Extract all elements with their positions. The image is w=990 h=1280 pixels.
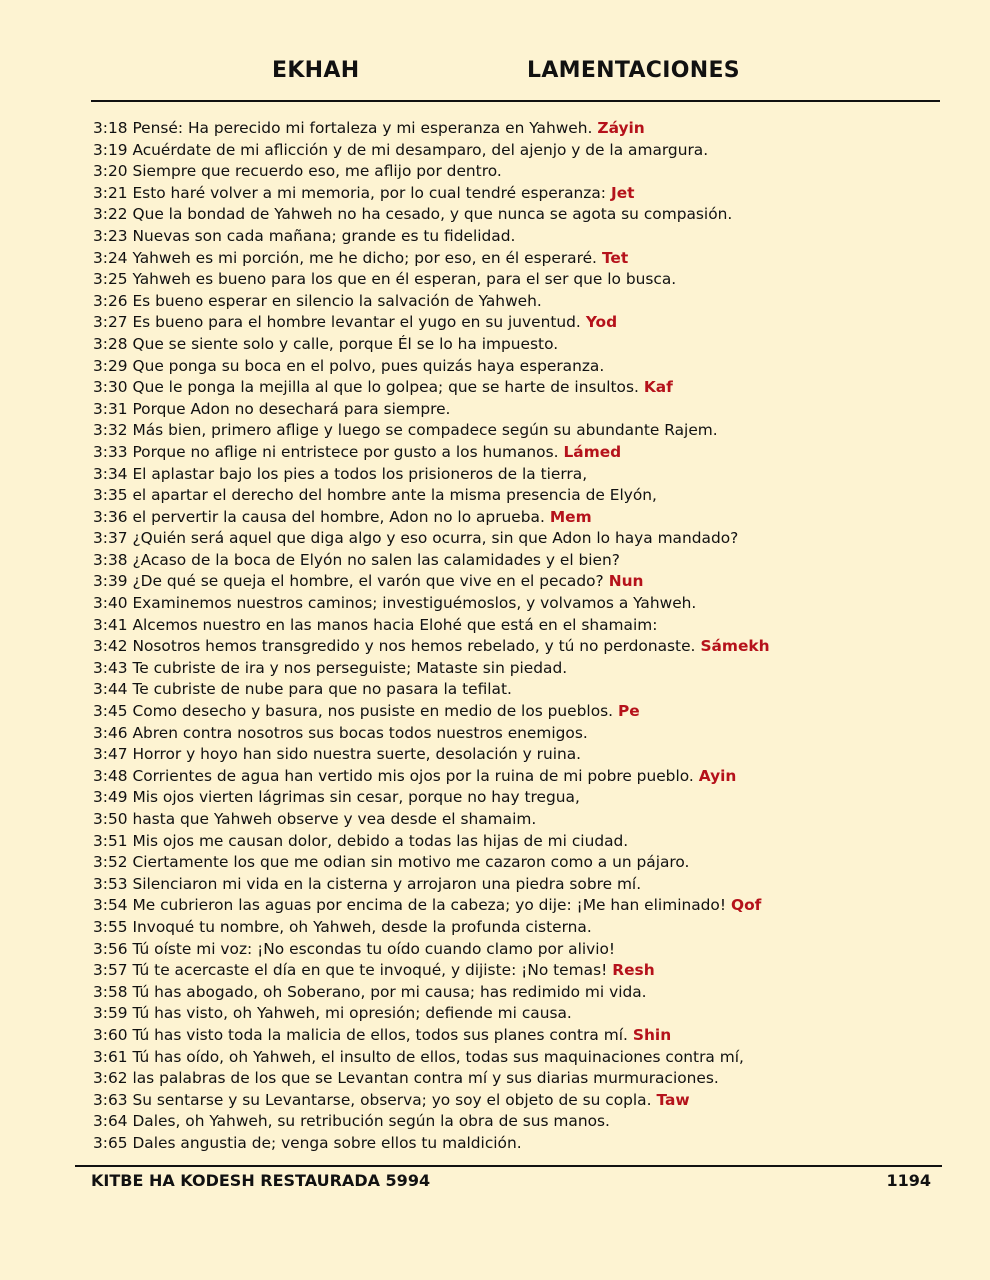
verse-text: 3:56 Tú oíste mi voz: ¡No escondas tu oído cuando clamo por alivio! [93,939,616,958]
verse-line [93,291,953,313]
verse-line [93,204,953,226]
verse-text: 3:18 Pensé: Ha perecido mi fortaleza y mi esperanza en Yahweh. [93,119,593,137]
verse-text: 3:47 Horror y hoyo han sido nuestra suerte, desolación y ruina. [93,745,582,764]
hebrew-letter-marker: Qof [731,896,762,915]
verse-line [93,615,953,637]
verse-text: 3:25 Yahweh es bueno para los que en él esperan, para el ser que lo busca. [93,270,677,289]
footer-title: KITBE HA KODESH RESTAURADA 5994 [91,1171,431,1190]
verse-text: 3:61 Tú has oído, oh Yahweh, el insulto de ellos, todas sus maquinaciones contra mí, [93,1047,744,1066]
verse-line [93,636,953,658]
verse-text: 3:29 Que ponga su boca en el polvo, pues quizás haya esperanza. [93,356,605,375]
verse-text: 3:58 Tú has abogado, oh Soberano, por mi causa; has redimido mi vida. [93,982,647,1001]
verse-line [93,1133,953,1155]
verse-line [93,679,953,701]
verse-line [93,809,953,831]
verse-text: 3:28 Que se siente solo y calle, porque Él se lo ha impuesto. [93,334,559,353]
hebrew-letter-marker: Ayin [698,766,737,785]
book-title-hebrew: EKHAH [272,58,360,83]
verse-line [93,831,953,853]
verse-text: 3:20 Siempre que recuerdo eso, me aflijo por dentro. [93,162,502,181]
page-header [0,58,990,92]
verse-text: 3:59 Tú has visto, oh Yahweh, mi opresión; defiende mi causa. [93,1004,572,1023]
verse-line [93,593,953,615]
hebrew-letter-marker: Záyin [597,119,645,137]
hebrew-letter-marker: Lámed [563,442,622,461]
verse-line [93,377,953,399]
verse-text: 3:32 Más bien, primero aflige y luego se compadece según su abundante Rajem. [93,421,718,440]
verse-line [93,334,953,356]
verse-line [93,723,953,745]
verse-line [93,312,953,334]
verse-line [93,248,953,270]
hebrew-letter-marker: Resh [612,961,655,980]
verse-line [93,960,953,982]
verse-text: 3:35 el apartar el derecho del hombre ante la misma presencia de Elyón, [93,486,657,505]
verse-text: 3:46 Abren contra nosotros sus bocas todos nuestros enemigos. [93,723,588,742]
verse-line [93,226,953,248]
verse-text: 3:21 Esto haré volver a mi memoria, por lo cual tendré esperanza: [93,183,606,202]
verse-text: 3:39 ¿De qué se queja el hombre, el varón que vive en el pecado? [93,572,604,591]
verse-line [93,161,953,183]
hebrew-letter-marker: Kaf [643,378,673,397]
verse-line [93,118,953,140]
verse-line [93,658,953,680]
verse-text: 3:57 Tú te acercaste el día en que te invoqué, y dijiste: ¡No temas! [93,961,608,980]
verse-line [93,528,953,550]
hebrew-letter-marker: Mem [549,507,592,526]
footer-divider [75,1165,942,1167]
hebrew-letter-marker: Tet [601,248,629,267]
hebrew-letter-marker: Shin [632,1025,672,1044]
hebrew-letter-marker: Nun [608,572,644,591]
verse-line [93,895,953,917]
verse-line [93,982,953,1004]
verse-text: 3:51 Mis ojos me causan dolor, debido a todas las hijas de mi ciudad. [93,831,629,850]
verse-text: 3:42 Nosotros hemos transgredido y nos hemos rebelado, y tú no perdonaste. [93,637,696,656]
verse-text: 3:30 Que le ponga la mejilla al que lo golpea; que se harte de insultos. [93,378,639,397]
verse-text: 3:49 Mis ojos vierten lágrimas sin cesar, porque no hay tregua, [93,788,580,807]
verse-text: 3:33 Porque no aflige ni entristece por gusto a los humanos. [93,442,559,461]
verse-text: 3:27 Es bueno para el hombre levantar el yugo en su juventud. [93,313,581,332]
verse-text: 3:54 Me cubrieron las aguas por encima de la cabeza; yo dije: ¡Me han eliminado! [93,896,727,915]
verse-text: 3:19 Acuérdate de mi aflicción y de mi desamparo, del ajenjo y de la amargura. [93,140,709,159]
verse-line [93,571,953,593]
verse-line [93,420,953,442]
verse-line [93,701,953,723]
hebrew-letter-marker: Sámekh [700,637,770,656]
verse-line [93,917,953,939]
verse-line [93,485,953,507]
verse-text: 3:22 Que la bondad de Yahweh no ha cesado, y que nunca se agota su compasión. [93,205,733,224]
verse-line [93,1047,953,1069]
verse-line [93,1025,953,1047]
verse-text: 3:36 el pervertir la causa del hombre, Adon no lo aprueba. [93,507,545,526]
verse-text: 3:53 Silenciaron mi vida en la cisterna y arrojaron una piedra sobre mí. [93,874,642,893]
verse-text: 3:24 Yahweh es mi porción, me he dicho; por eso, en él esperaré. [93,248,597,267]
verse-text: 3:43 Te cubriste de ira y nos perseguiste; Mataste sin piedad. [93,658,568,677]
book-title-spanish: LAMENTACIONES [527,58,740,83]
verse-line [93,356,953,378]
verse-text: 3:44 Te cubriste de nube para que no pasara la tefilat. [93,680,512,699]
verse-line [93,1090,953,1112]
verse-line [93,744,953,766]
hebrew-letter-marker: Pe [618,702,640,721]
verse-text: 3:63 Su sentarse y su Levantarse, observa; yo soy el objeto de su copla. [93,1090,652,1109]
verse-text: 3:41 Alcemos nuestro en las manos hacia Elohé que está en el shamaim: [93,615,658,634]
verse-line [93,550,953,572]
verse-line [93,464,953,486]
verse-line [93,852,953,874]
verse-text: 3:50 hasta que Yahweh observe y vea desde el shamaim. [93,810,537,828]
verse-line [93,1111,953,1133]
header-divider [91,100,940,102]
verse-line [93,1003,953,1025]
verse-line [93,442,953,464]
verse-line [93,766,953,788]
verse-text: 3:60 Tú has visto toda la malicia de ellos, todos sus planes contra mí. [93,1025,628,1044]
verse-text: 3:55 Invoqué tu nombre, oh Yahweh, desde la profunda cisterna. [93,917,592,936]
verse-line [93,1068,953,1090]
verse-text: 3:45 Como desecho y basura, nos pusiste en medio de los pueblos. [93,702,614,721]
verse-line [93,183,953,205]
verse-text: 3:62 las palabras de los que se Levantan contra mí y sus diarias murmuraciones. [93,1069,719,1088]
hebrew-letter-marker: Yod [585,313,618,332]
verse-line [93,269,953,291]
verse-text: 3:48 Corrientes de agua han vertido mis ojos por la ruina de mi pobre pueblo. [93,766,694,785]
verse-line [93,399,953,421]
verse-text: 3:64 Dales, oh Yahweh, su retribución según la obra de sus manos. [93,1112,610,1131]
page-number: 1194 [886,1171,931,1190]
verse-text: 3:65 Dales angustia de; venga sobre ellos tu maldición. [93,1133,522,1152]
verse-text: 3:40 Examinemos nuestros caminos; investiguémoslos, y volvamos a Yahweh. [93,594,697,613]
hebrew-letter-marker: Taw [656,1090,690,1109]
verse-line [93,507,953,529]
hebrew-letter-marker: Jet [610,183,635,202]
verse-text: 3:23 Nuevas son cada mañana; grande es tu fidelidad. [93,226,516,245]
verse-text: 3:38 ¿Acaso de la boca de Elyón no salen las calamidades y el bien? [93,550,620,569]
verse-line [93,874,953,896]
verse-text: 3:34 El aplastar bajo los pies a todos los prisioneros de la tierra, [93,464,588,483]
verse-line [93,140,953,162]
verse-line [93,939,953,961]
verse-text: 3:52 Ciertamente los que me odian sin motivo me cazaron como a un pájaro. [93,853,690,872]
verse-text: 3:26 Es bueno esperar en silencio la salvación de Yahweh. [93,291,542,310]
verse-list [93,118,953,1155]
verse-line [93,787,953,809]
verse-text: 3:31 Porque Adon no desechará para siempre. [93,399,451,418]
verse-text: 3:37 ¿Quién será aquel que diga algo y eso ocurra, sin que Adon lo haya mandado? [93,529,739,548]
